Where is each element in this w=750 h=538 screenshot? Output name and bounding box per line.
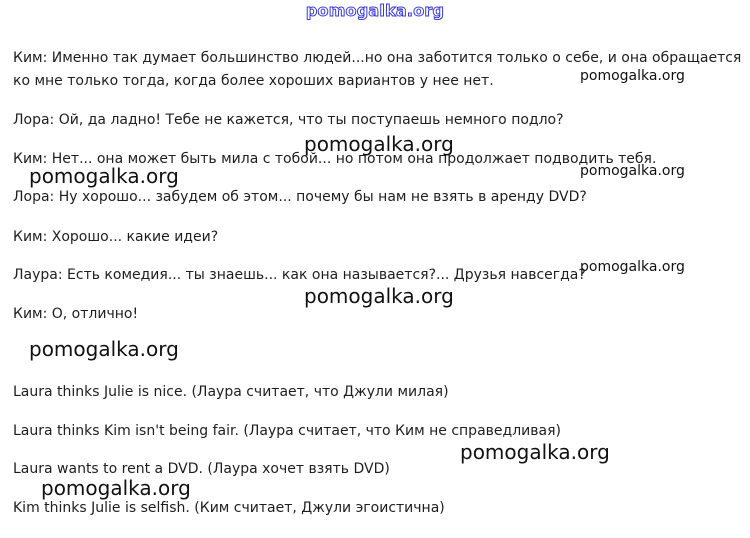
dialogue-line-kim-1a: Ким: Именно так думает большинство людей...но она заботится только о себе, и она обращается [13,50,742,66]
watermark: pomogalka.org [580,163,685,179]
dialogue-line-kim-1b: ко мне только тогда, когда более хороших вариантов у нее нет. [13,73,494,89]
dialogue-line-kim-3: Ким: Хорошо... какие идеи? [13,229,219,245]
statement-3: Laura wants to rent a DVD. (Лаура хочет взять DVD) [13,461,390,477]
watermark: pomogalka.org [304,284,454,308]
dialogue-line-kim-2: Ким: Нет... она может быть мила с тобой... но потом она продолжает подводить тебя. [13,151,657,167]
watermark: pomogalka.org [29,337,179,361]
dialogue-line-kim-4: Ким: О, отлично! [13,306,139,322]
site-logo: pomogalka.org [305,1,445,20]
statement-1: Laura thinks Julie is nice. (Лаура считает, что Джули милая) [13,384,449,400]
watermark: pomogalka.org [29,164,179,188]
dialogue-line-lora-2: Лора: Ну хорошо... забудем об этом... почему бы нам не взять в аренду DVD? [13,189,587,205]
dialogue-line-lora-1: Лора: Ой, да ладно! Тебе не кажется, что ты поступаешь немного подло? [13,112,564,128]
watermark: pomogalka.org [460,440,610,464]
watermark: pomogalka.org [580,259,685,275]
watermark: pomogalka.org [304,132,454,156]
dialogue-line-laura-3: Лаура: Есть комедия... ты знаешь... как она называется?... Друзья навсегда? [13,267,586,283]
statement-2: Laura thinks Kim isn't being fair. (Лаура считает, что Ким не справедливая) [13,423,561,439]
watermark: pomogalka.org [41,476,191,500]
watermark: pomogalka.org [580,68,685,84]
statement-4: Kim thinks Julie is selfish. (Ким считает, Джули эгоистична) [13,500,445,516]
